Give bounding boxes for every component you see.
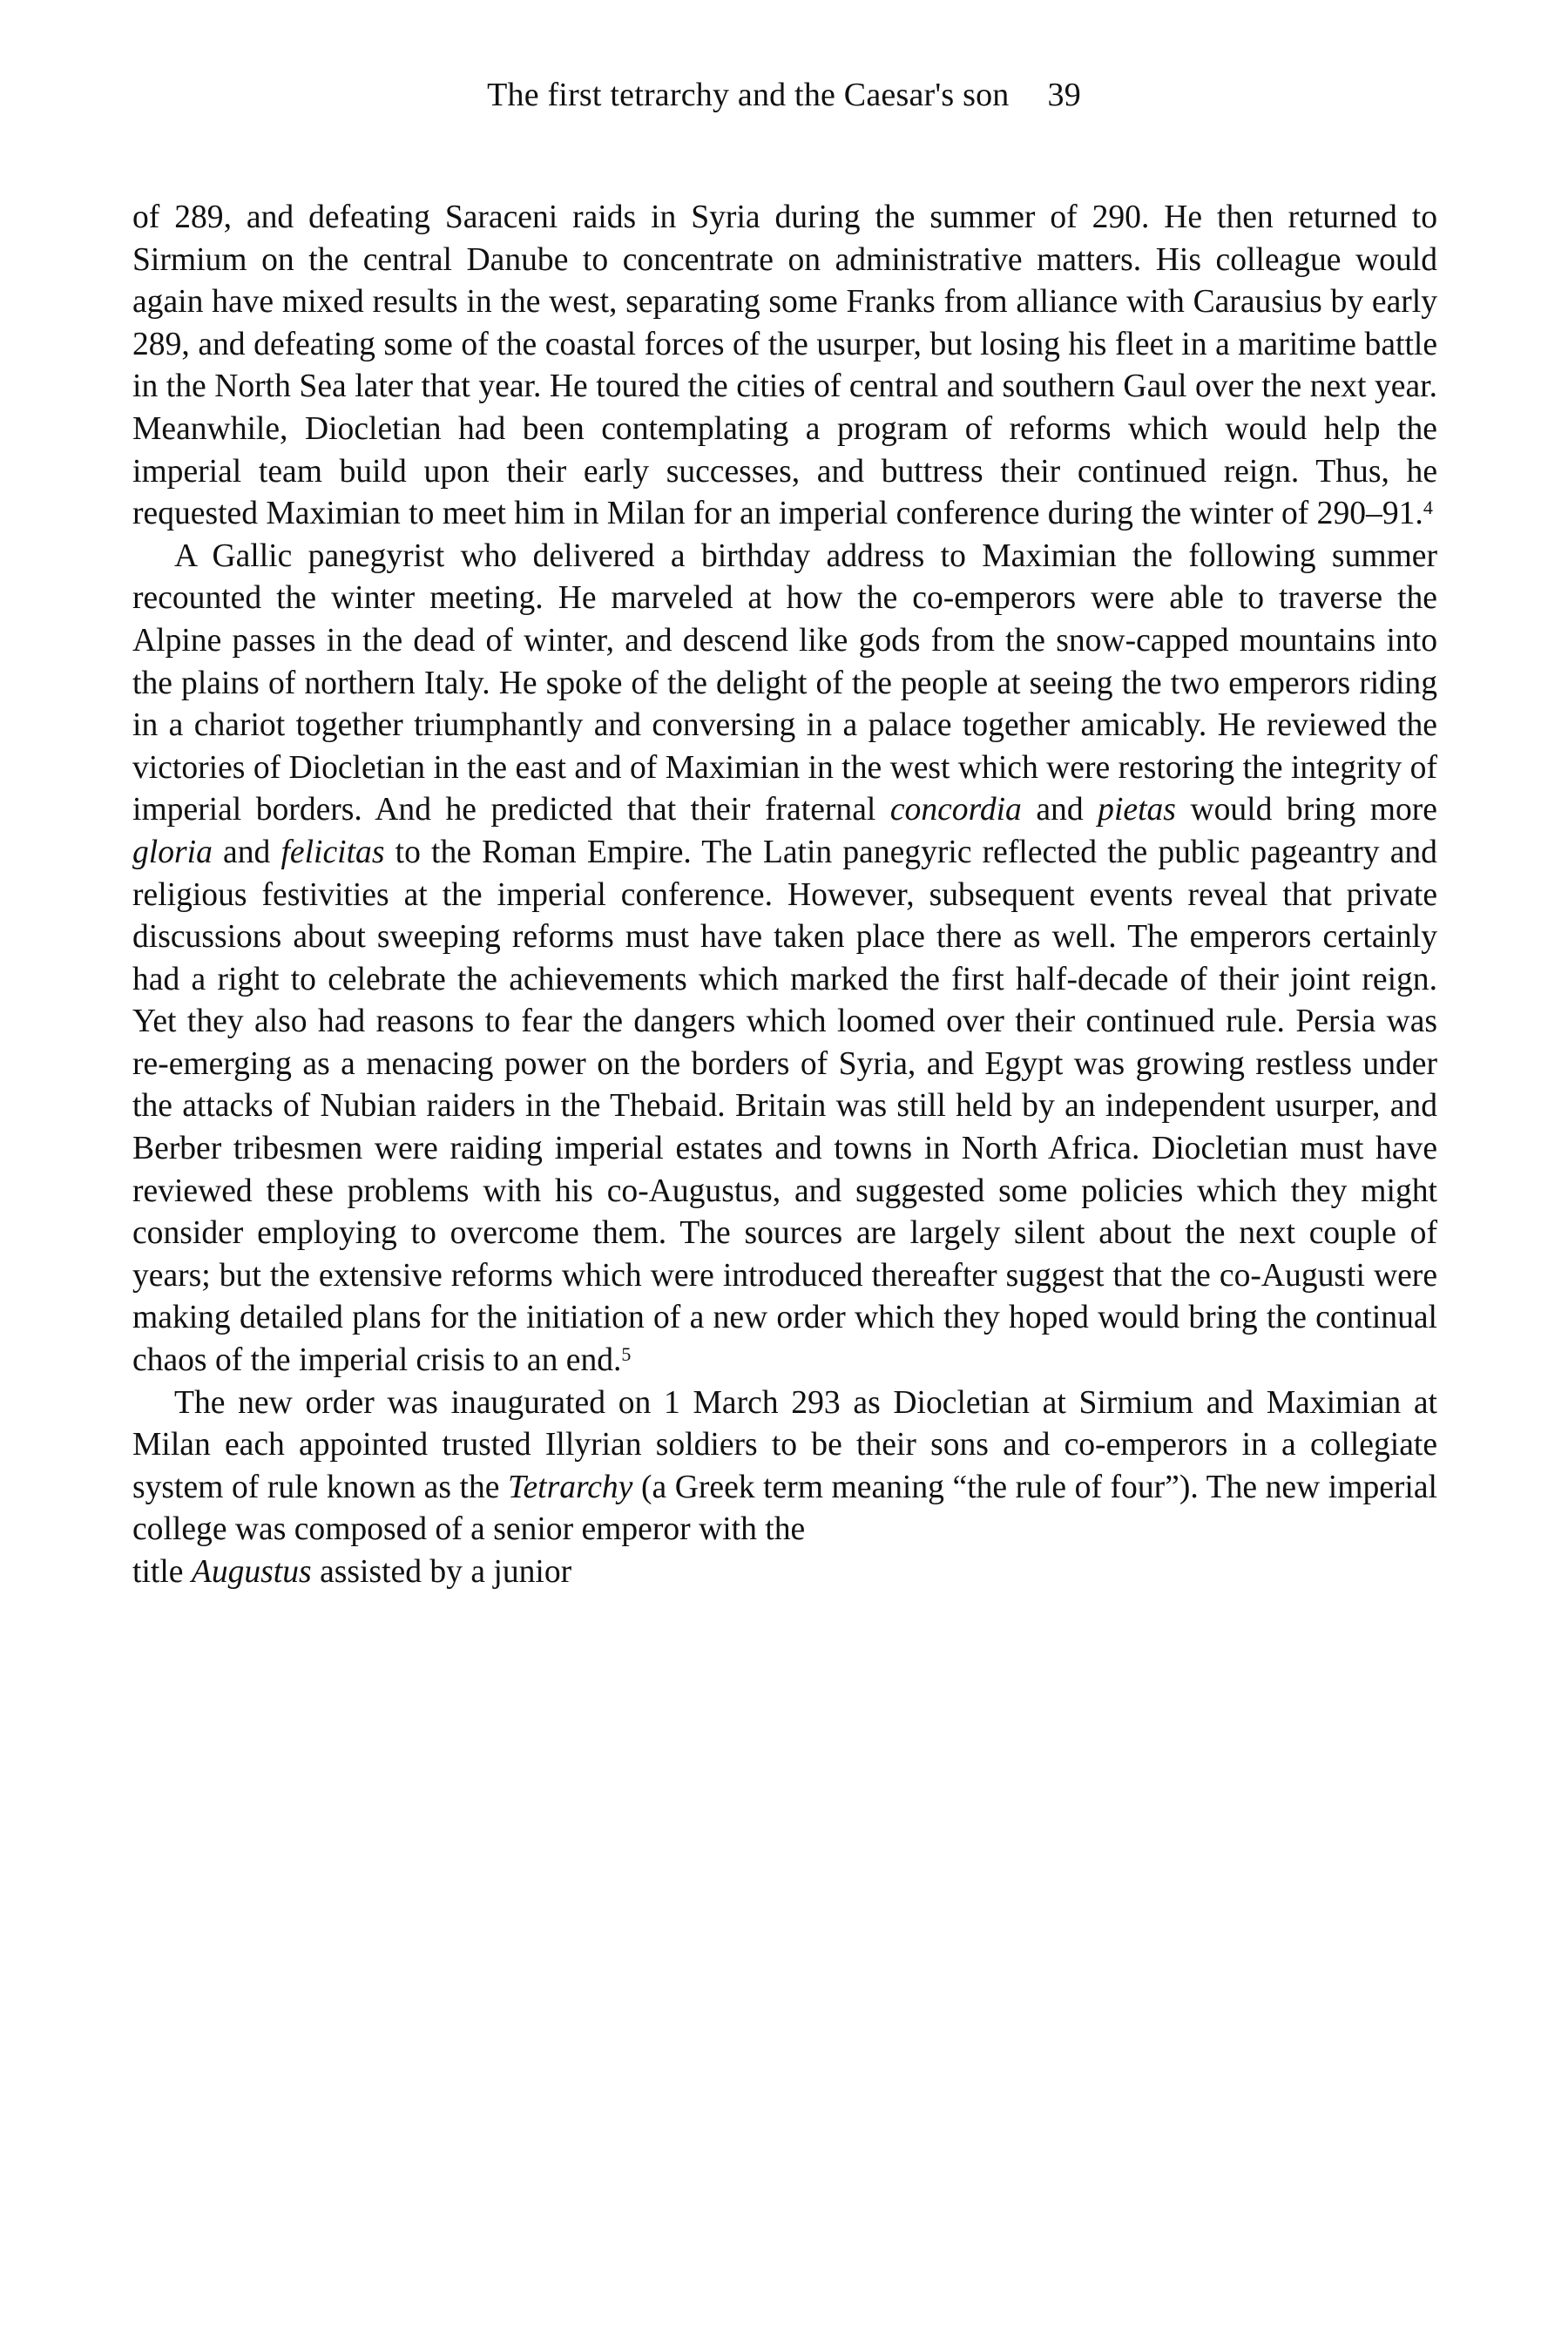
term-gloria: gloria	[132, 834, 213, 870]
page-number: 39	[1047, 77, 1081, 113]
paragraph-3	[132, 1382, 1437, 1551]
paragraph-3-text-a: The new order was inaugurated on 1 March 293 as Diocletian at Sirmium and Maximian at Milan each appointed trusted Illyrian soldiers to be their sons and co-emperors in a collegiate system of rule known as the	[132, 1384, 1437, 1505]
paragraph-1-text: of 289, and defeating Saraceni raids in Syria during the summer of 290. He then returned to Sirmium on the central Danube to concentrate on administrative matters. His colleague would again have mixed results in the west, separating some Franks from alliance with Carausius by early 289, and defeating some of the coastal forces of the usurper, but losing his fleet in a maritime battle in the North Sea later that year. He toured the cities of central and southern Gaul over the next year. Meanwhile, Diocletian had been contemplating a program of reforms which would help the imperial team build upon their early successes, and buttress their continued reign. Thus, he requested Maximian to meet him in Milan for an imperial conference during the winter of 290–91.	[132, 199, 1437, 532]
paragraph-2-text-a: A Gallic panegyrist who delivered a birthday address to Maximian the following summer recounted the winter meeting. He marveled at how the co-emperors were able to traverse the Alpine passes in the dead of winter, and descend like gods from the snow-capped mountains into the plains of northern Italy. He spoke of the delight of the people at seeing the two emperors riding in a chariot together triumphantly and conversing in a palace together amicably. He reviewed the victories of Diocletian in the east and of Maximian in the west which were restoring the integrity of imperial borders. And he predicted that their fraternal	[132, 537, 1437, 828]
paragraph-2-conj-1: and	[1036, 792, 1084, 828]
paragraph-3-text-d: assisted by a junior	[320, 1554, 572, 1590]
term-concordia: concordia	[889, 792, 1022, 828]
paragraph-2-conj-2: and	[223, 834, 271, 870]
term-augustus: Augustus	[191, 1554, 312, 1590]
footnote-ref-4: 4	[1423, 496, 1433, 518]
body-text	[132, 197, 1437, 1594]
term-pietas: pietas	[1098, 792, 1176, 828]
paragraph-3-text-b: (a Greek term meaning “the rule of four”). The new imperial college was composed of a senior emperor with the	[132, 1469, 1437, 1548]
term-felicitas: felicitas	[280, 834, 385, 870]
running-title: The first tetrarchy and the Caesar's son	[487, 77, 1010, 113]
paragraph-1	[132, 197, 1437, 536]
paragraph-3-last-line	[132, 1551, 1437, 1594]
term-tetrarchy: Tetrarchy	[508, 1469, 633, 1505]
paragraph-3-text-c: title	[132, 1554, 184, 1590]
running-head	[0, 75, 1568, 115]
paragraph-2-text-b: would bring more	[1190, 792, 1437, 828]
paragraph-2	[132, 536, 1437, 1382]
footnote-ref-5: 5	[621, 1342, 632, 1365]
paragraph-2-text-c: to the Roman Empire. The Latin panegyric reflected the public pageantry and religious festivities at the imperial conference. However, subsequent events reveal that private discussions about sweeping reforms must have taken place there as well. The emperors certainly had a right to celebrate the achievements which marked the first half-decade of their joint reign. Yet they also had reasons to fear the dangers which loomed over their continued rule. Persia was re-emerging as a menacing power on the borders of Syria, and Egypt was growing restless under the attacks of Nubian raiders in the Thebaid. Britain was still held by an independent usurper, and Berber tribesmen were raiding imperial estates and towns in North Africa. Diocletian must have reviewed these problems with his co-Augustus, and suggested some policies which they might consider employing to overcome them. The sources are largely silent about the next couple of years; but the extensive reforms which were introduced thereafter suggest that the co-Augusti were making detailed plans for the initiation of a new order which they hoped would bring the continual chaos of the imperial crisis to an end.	[132, 834, 1437, 1379]
